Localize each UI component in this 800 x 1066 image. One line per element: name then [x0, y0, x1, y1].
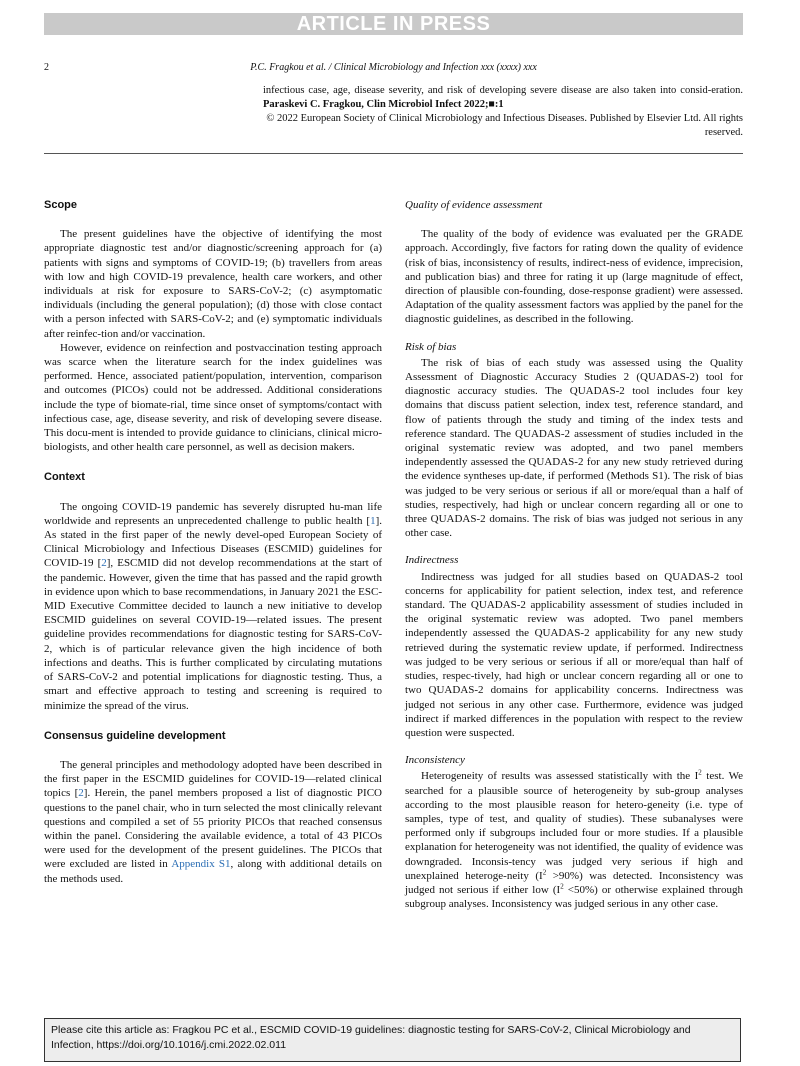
abstract-text: infectious case, age, disease severity, and risk of developing severe disease are also taken into consid-eration. Paraskevi C. Fragkou, Clin Microbiol Infect 2022;■:1	[263, 85, 743, 110]
running-head: P.C. Fragkou et al. / Clinical Microbiology and Infection xxx (xxxx) xxx	[250, 62, 537, 73]
section-heading-consensus: Consensus guideline development	[44, 729, 226, 742]
left-column	[44, 198, 382, 886]
paragraph: Indirectness was judged for all studies based on QUADAS-2 tool concerns for applicability for patient selection, index test, and reference standard. The QUADAS-2 applicability assessment of studies included in the original systematic review was adopted. Two panel members independently assessed the QUADAS-2 applicability for any new study retrieved during the systematic review update, if performed. Indirectness was judged to be very serious or serious if all or more/equal than half of studies, respec-tively, had high or unclear concern regarding all or one to two QUADAS-2 domains for applicability concerns. Indirectness was judged not serious in any other case. Furthermore, evidence was judged indirect if marked differences in the population with respect to the review question were suspected.	[405, 570, 743, 739]
section-heading-context: Context	[44, 471, 85, 484]
page-number: 2	[44, 62, 49, 73]
subsection-heading-inconsistency: Inconsistency	[405, 754, 465, 767]
subsection-heading-risk-of-bias: Risk of bias	[405, 340, 457, 353]
reference-link-2[interactable]: 2	[101, 557, 107, 570]
paragraph: The risk of bias of each study was assessed using the Quality Assessment of Diagnostic Accuracy Studies 2 (QUADAS-2) tool for diagnostic accuracy studies. The QUADAS-2 tool includes four key domains that discuss patient selection, index test, reference standard, and flow of patients through the study and timing of the index tests and reference standard. The QUADAS-2 assessment of studies included in the original systematic review was adopted, and two panel members independently assessed the QUADAS-2 for any new study retrieved during the evidence syntheses up-date, if performed (Methods S1). The risk of bias was judged to be very serious or serious if all or more/equal than a half of studies, respectively, had high or unclear concern regarding all or one to three QUADAS-2 domains. The risk of bias was judged not serious in any other case.	[405, 356, 743, 540]
paragraph: The general principles and methodology adopted have been described in the first paper in the ESCMID guidelines for COVID-19—related clinical topics [2]. Herein, the panel members proposed a list of diagnostic PICO questions to the panel chair, who in turn selected the most clinically relevant questions and compiled a set of 55 priority PICOs that reached consensus within the panel. Considering the available evidence, a total of 43 PICOs were used for the development of the present guidelines. The PICOs that were excluded are listed in Appendix S1, along with additional details on the methods used.	[44, 758, 383, 885]
subsection-heading-indirectness: Indirectness	[405, 554, 459, 567]
appendix-link[interactable]: Appendix S1	[171, 858, 231, 871]
paragraph: However, evidence on reinfection and postvaccination testing approach was scarce when the literature search for the index guidelines was performed. Hence, associated patient/population, intervention, comparison and outcomes (PICOs) could not be addressed. Additional considerations include the type of biomate-rial, time since onset of symptoms/contact with infectious case, age, disease severity, and risk of developing severe disease. This docu-ment is intended to provide guidance to clinicians, clinical micro-biologists, and other health care personnel, as well as decision makers.	[44, 341, 382, 454]
abstract-citation: Paraskevi C. Fragkou, Clin Microbiol Infect 2022;■:1	[263, 99, 504, 110]
paragraph: The present guidelines have the objective of identifying the most appropriate diagnostic test and/or diagnostic/screening approach for (a) patients with signs and symptoms of COVID-19; (b) travellers from areas with low and high COVID-19 prevalence, health care workers, and other individuals at risk for exposure to SARS-CoV-2; (c) asymptomatic individuals (including the general population); (d) those with close contact with a person infected with SARS-CoV-2; and (e) symptomatic individuals after reinfec-tion and/or vaccination.	[44, 228, 382, 340]
paragraph: The quality of the body of evidence was evaluated per the GRADE approach. Accordingly, five factors for rating down the quality of evidence (risk of bias, inconsistency of results, indirect-ness of evidence, imprecision, and publication bias) and three for rating it up (large magnitude of effect, direction of plausible con-founding, dose-response gradient) were assessed. Adaptation of the quality assessment factors was applied by the panel for the diagnostic guidelines, as described in the following.	[405, 228, 743, 326]
reference-link-1[interactable]: 1	[370, 514, 376, 527]
citation-box: Please cite this article as: Fragkou PC et al., ESCMID COVID-19 guidelines: diagnostic testing for SARS-CoV-2, Clinical Microbiology and Infection, https://doi.org/10.1016/j.cmi.2022.02.011	[44, 1018, 741, 1062]
copyright-notice: © 2022 European Society of Clinical Microbiology and Infectious Diseases. Published by Elsevier Ltd. All rights reserved.	[266, 113, 743, 138]
header-divider	[44, 153, 743, 154]
subsection-heading-quality: Quality of evidence assessment	[405, 199, 543, 211]
section-heading-scope: Scope	[44, 199, 78, 211]
article-in-press-banner: ARTICLE IN PRESS	[44, 13, 743, 35]
abstract-tail	[263, 84, 743, 140]
paragraph: The ongoing COVID-19 pandemic has severely disrupted hu-man life worldwide and represents an unprecedented challenge to public health [1]. As stated in the first paper of the newly devel-oped European Society of Clinical Microbiology and Infectious Diseases (ESCMID) guidelines for COVID-19 [2], ESCMID did not develop recommendations at the start of the pandemic. However, given the time that has passed and the rapid growth in evidence upon which to base recommendations, in January 2021 the ESC-MID Executive Committee decided to launch a new initiative to develop ESCMID guidelines on several COVID-19—related issues. The present guideline provides recommendations for diagnostic testing for SARS-CoV-2, which is of particular relevance given the high incidence of both infections and deaths. This is further complicated by circulating mutations of SARS-CoV-2 and potential implications for diagnostic testing. Thus, a smart and effective approach to testing and screening is required to minimize the spread of the virus.	[44, 500, 382, 712]
reference-link-2[interactable]: 2	[78, 787, 84, 800]
paragraph: Heterogeneity of results was assessed statistically with the $I^2$ test. We searched for a plausible source of heterogeneity by sub-group analyses according to the most plausible reason for hetero-geneity (i.e. type of samples, type of test, and quality of studies). These subanalyses were performed only if subgroups included four or more studies. If a plausible explanation for heterogeneity was not identified, the quality of evidence was downgraded. Inconsis-tency was judged very serious if high and unexplained heteroge-neity $(I^2 >90\%)$ was detected. Inconsistency was judged not serious if either low $(I^2 <50\%)$ or otherwise explained through subgroup analyses. Inconsistency was judged serious in any other case.	[405, 768, 743, 911]
right-column	[405, 198, 743, 911]
